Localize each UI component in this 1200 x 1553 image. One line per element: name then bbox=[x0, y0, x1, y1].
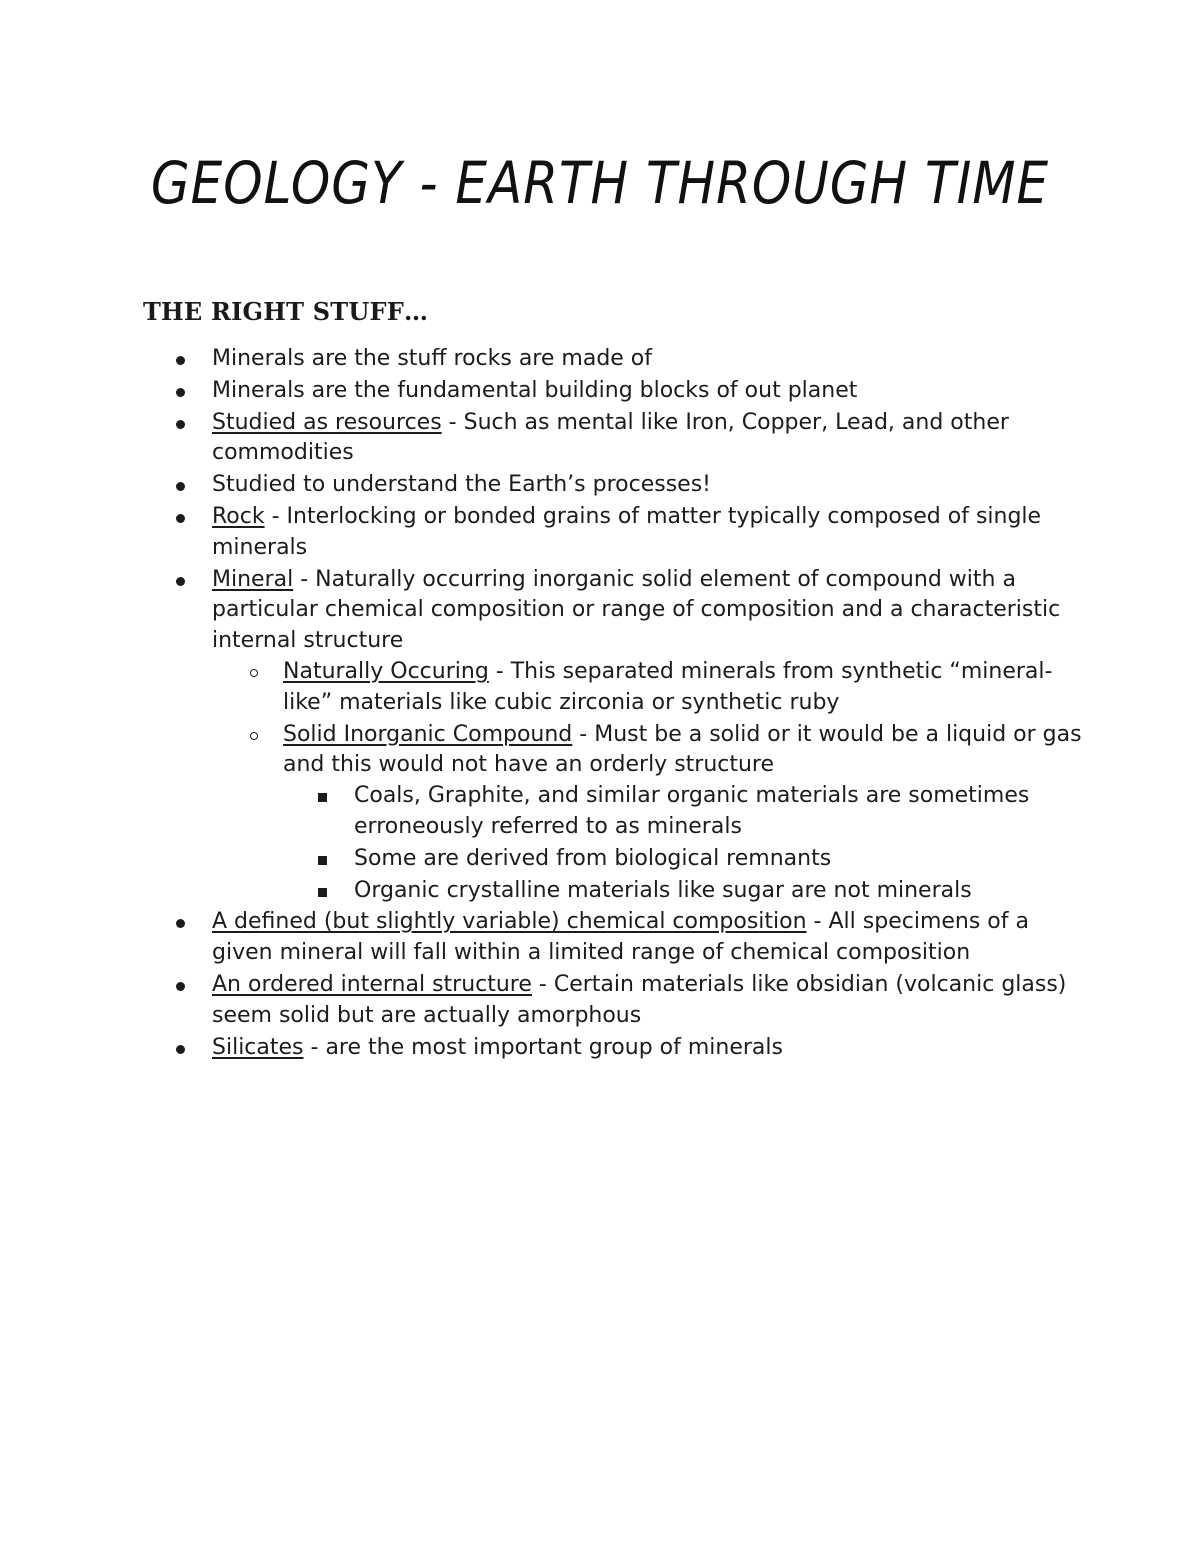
item-text: Minerals are the fundamental building blocks of out planet bbox=[212, 377, 858, 403]
item-text: Certain materials like obsidian (volcanic glass) seem solid but are actually amorphous bbox=[212, 971, 1067, 1028]
list-item bbox=[212, 502, 1082, 564]
sub-sub-list-item bbox=[354, 781, 1082, 843]
item-separator: - bbox=[531, 971, 554, 997]
sub-list-item bbox=[283, 720, 1082, 907]
item-term: Mineral bbox=[212, 566, 294, 592]
item-term: A defined (but slightly variable) chemical composition bbox=[212, 909, 807, 935]
list-item bbox=[212, 565, 1082, 907]
sub-sub-list-item bbox=[354, 844, 1082, 875]
item-term: Naturally Occuring bbox=[283, 658, 489, 684]
item-text: Naturally occurring inorganic solid element of compound with a particular chemical composition or range of composition and a characteristic internal structure bbox=[212, 566, 1061, 654]
item-separator: - bbox=[572, 721, 595, 747]
list-item bbox=[212, 1033, 1082, 1064]
sub-sub-bullet-list bbox=[354, 781, 1082, 906]
item-text: Interlocking or bonded grains of matter typically composed of single minerals bbox=[212, 503, 1042, 560]
item-separator: - bbox=[806, 909, 829, 935]
item-term: Rock bbox=[212, 503, 265, 529]
bullet-list bbox=[212, 344, 1082, 1063]
list-item bbox=[212, 970, 1082, 1032]
list-item bbox=[212, 376, 1082, 407]
sub-list-item bbox=[283, 657, 1082, 719]
item-separator: - bbox=[488, 658, 511, 684]
notes-body bbox=[212, 344, 1082, 1064]
item-text: Organic crystalline materials like sugar are not minerals bbox=[354, 877, 972, 903]
item-text: Such as mental like Iron, Copper, Lead, and other commodities bbox=[212, 409, 1009, 466]
item-separator: - bbox=[303, 1034, 326, 1060]
item-text: Studied to understand the Earth’s processes! bbox=[212, 472, 711, 498]
item-term: An ordered internal structure bbox=[212, 971, 532, 997]
sub-bullet-list bbox=[283, 657, 1082, 906]
item-separator: - bbox=[293, 566, 316, 592]
item-separator: - bbox=[441, 409, 464, 435]
item-text: All specimens of a given mineral will fall within a limited range of chemical composition bbox=[212, 909, 1029, 966]
item-term: Studied as resources bbox=[212, 409, 442, 435]
item-text: are the most important group of minerals bbox=[325, 1034, 783, 1060]
list-item bbox=[212, 470, 1082, 501]
item-text: Minerals are the stuff rocks are made of bbox=[212, 346, 653, 371]
item-separator: - bbox=[264, 503, 287, 529]
item-text: Coals, Graphite, and similar organic materials are sometimes erroneously referred to as minerals bbox=[354, 783, 1030, 839]
item-term: Solid Inorganic Compound bbox=[283, 721, 573, 747]
item-text: Some are derived from biological remnants bbox=[354, 845, 832, 871]
list-item bbox=[212, 408, 1082, 470]
item-text: Must be a solid or it would be a liquid or gas and this would not have an orderly structure bbox=[283, 721, 1082, 778]
section-heading: THE RIGHT STUFF… bbox=[143, 297, 429, 326]
item-term: Silicates bbox=[212, 1034, 304, 1060]
list-item bbox=[212, 344, 1082, 375]
list-item bbox=[212, 907, 1082, 969]
document-title: GEOLOGY - EARTH THROUGH TIME bbox=[150, 150, 1050, 217]
sub-sub-list-item bbox=[354, 876, 1082, 907]
item-text: This separated minerals from synthetic “mineral-like” materials like cubic zirconia or synthetic ruby bbox=[283, 658, 1053, 715]
